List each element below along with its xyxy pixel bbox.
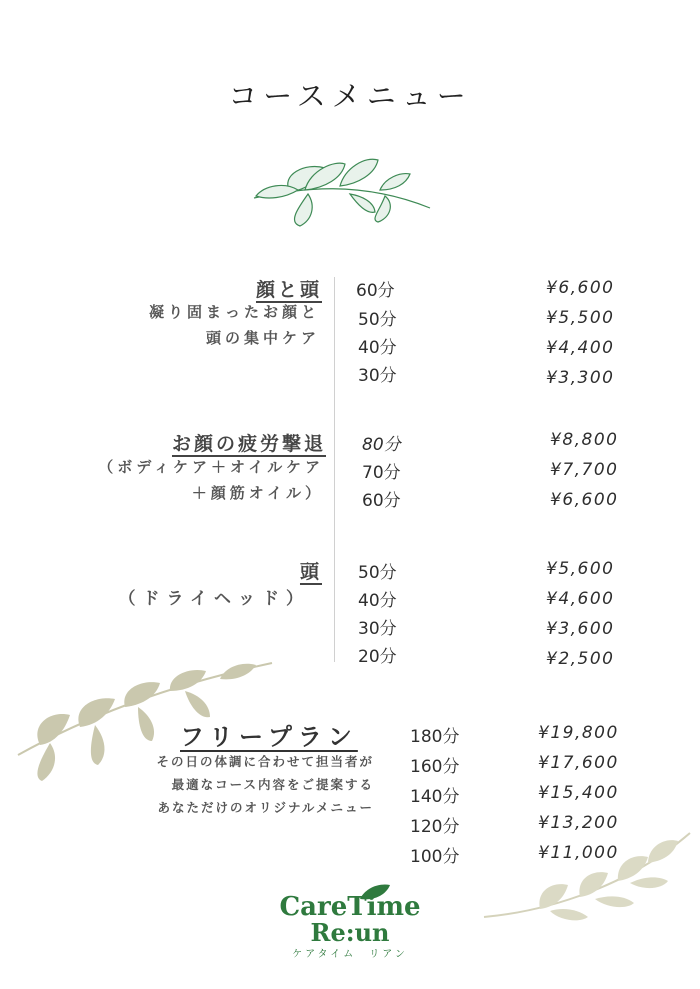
menu-price: ¥8,800 bbox=[550, 430, 619, 450]
menu-time: 50分 bbox=[358, 310, 397, 330]
section-desc-face-fatigue bbox=[98, 454, 324, 506]
green-leaf-branch-icon bbox=[250, 150, 435, 230]
section-desc-head bbox=[119, 586, 311, 612]
menu-time: 100分 bbox=[410, 847, 460, 867]
menu-price: ¥15,400 bbox=[538, 783, 619, 803]
menu-time: 120分 bbox=[410, 817, 460, 837]
menu-price: ¥6,600 bbox=[546, 278, 615, 298]
menu-time: 70分 bbox=[362, 463, 401, 483]
section-title-face-and-head: 顔と頭 bbox=[255, 279, 322, 301]
menu-time: 60分 bbox=[356, 281, 395, 301]
menu-time: 140分 bbox=[410, 787, 460, 807]
menu-time: 40分 bbox=[358, 338, 397, 358]
menu-price: ¥5,500 bbox=[546, 308, 615, 328]
section-desc-face-and-head bbox=[149, 299, 320, 351]
column-divider bbox=[334, 277, 335, 662]
menu-time: 50分 bbox=[358, 563, 397, 583]
menu-time: 60分 bbox=[362, 491, 401, 511]
logo-text-reun: Re:un bbox=[310, 918, 390, 947]
menu-time: 30分 bbox=[358, 366, 397, 386]
menu-time: 40分 bbox=[358, 591, 397, 611]
menu-price: ¥13,200 bbox=[538, 813, 619, 833]
section-title-face-fatigue: お顔の疲労撃退 bbox=[171, 433, 326, 455]
menu-price: ¥3,300 bbox=[546, 368, 615, 388]
section-title-free-plan: フリープラン bbox=[180, 723, 358, 751]
menu-price: ¥2,500 bbox=[546, 649, 615, 669]
desc-line: 最適なコース内容をご提案する bbox=[171, 777, 374, 792]
desc-line: （ボディケア＋オイルケア bbox=[98, 458, 324, 476]
desc-line: 凝り固まったお顔と bbox=[148, 303, 320, 321]
menu-price: ¥17,600 bbox=[538, 753, 619, 773]
menu-price: ¥11,000 bbox=[538, 843, 619, 863]
menu-price: ¥6,600 bbox=[550, 490, 619, 510]
section-desc-free-plan bbox=[156, 750, 374, 819]
menu-time: 180分 bbox=[410, 727, 460, 747]
menu-price: ¥7,700 bbox=[550, 460, 619, 480]
menu-time: 20分 bbox=[358, 647, 397, 667]
menu-price: ¥4,600 bbox=[546, 589, 615, 609]
logo-subtitle: ケアタイム リアン bbox=[292, 949, 408, 960]
desc-line: 頭の集中ケア bbox=[205, 329, 320, 347]
desc-line: ＋顔筋オイル） bbox=[191, 484, 324, 502]
section-title-head: 頭 bbox=[299, 561, 322, 583]
menu-time: 30分 bbox=[358, 619, 397, 639]
menu-time: 80分 bbox=[362, 435, 401, 455]
menu-price: ¥3,600 bbox=[546, 619, 615, 639]
menu-price: ¥5,600 bbox=[546, 559, 615, 579]
menu-time: 160分 bbox=[410, 757, 460, 777]
desc-line: あなただけのオリジナルメニュー bbox=[157, 800, 374, 815]
desc-line: その日の体調に合わせて担当者が bbox=[156, 754, 374, 769]
desc-line: （ドライヘッド） bbox=[118, 589, 310, 609]
page-title: コースメニュー bbox=[228, 79, 472, 113]
menu-price: ¥19,800 bbox=[538, 723, 619, 743]
menu-price: ¥4,400 bbox=[546, 338, 615, 358]
logo-text-caretime: CareTime bbox=[279, 892, 421, 922]
